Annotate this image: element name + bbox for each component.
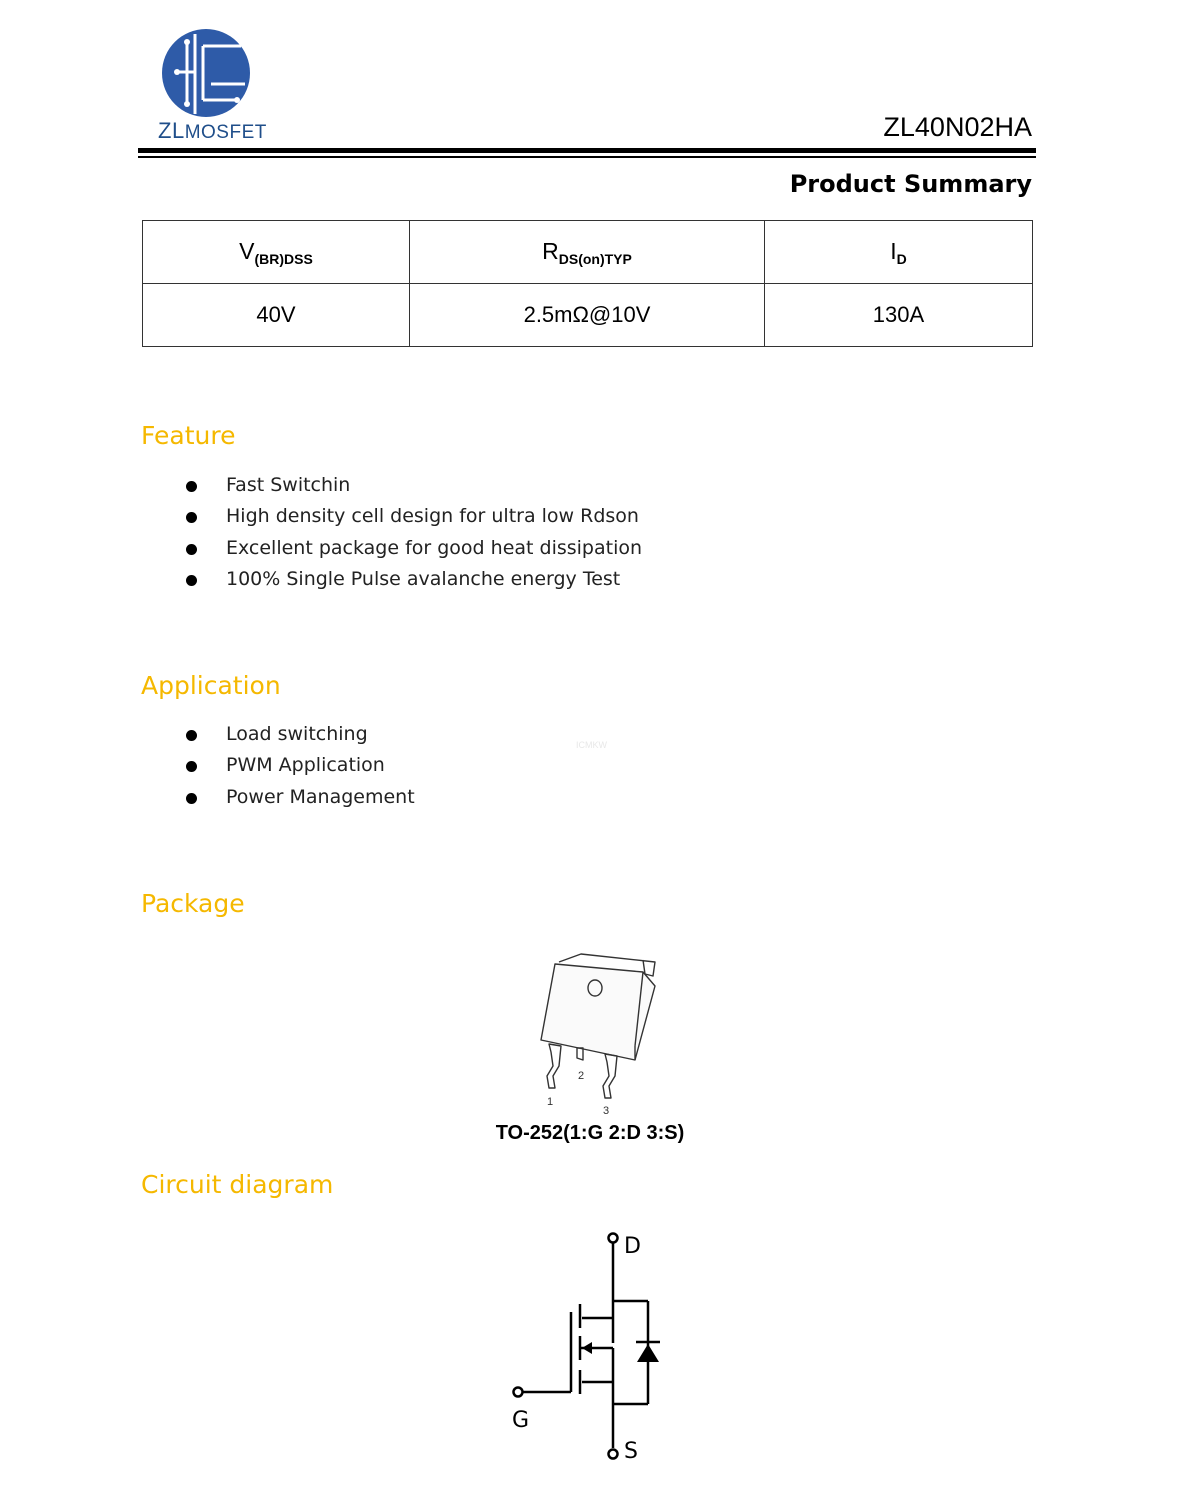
list-item: PWM Application bbox=[186, 750, 415, 781]
logo-wordmark-zl: ZL bbox=[158, 118, 185, 143]
application-title: Application bbox=[141, 671, 281, 700]
package-caption: TO-252(1:G 2:D 3:S) bbox=[495, 1122, 685, 1144]
header-id bbox=[765, 221, 1033, 284]
list-item: 100% Single Pulse avalanche energy Test bbox=[186, 564, 642, 595]
value-rdson: 2.5mΩ@10V bbox=[410, 284, 765, 347]
value-id: 130A bbox=[765, 284, 1033, 347]
list-item: High density cell design for ultra low Rdson bbox=[186, 501, 642, 532]
table-row bbox=[143, 284, 1033, 347]
header-vbrdss bbox=[143, 221, 410, 284]
header-symbol: I bbox=[890, 237, 897, 264]
product-summary-title: Product Summary bbox=[789, 170, 1032, 198]
header-symbol: V bbox=[239, 237, 255, 264]
list-item: Excellent package for good heat dissipation bbox=[186, 533, 642, 564]
header-symbol: R bbox=[542, 237, 559, 264]
nmos-circuit-diagram bbox=[500, 1222, 680, 1470]
header-rule-thick bbox=[138, 148, 1036, 153]
header-subscript: D bbox=[896, 250, 907, 267]
list-item: Load switching bbox=[186, 719, 415, 750]
application-list bbox=[186, 719, 415, 813]
part-number: ZL40N02HA bbox=[883, 112, 1032, 142]
pin-3-label: 3 bbox=[603, 1105, 610, 1117]
watermark: ICMKW bbox=[576, 740, 607, 750]
pin-2-label: 2 bbox=[578, 1070, 585, 1082]
circuit-diagram-title: Circuit diagram bbox=[141, 1170, 334, 1199]
drain-label: D bbox=[624, 1234, 641, 1259]
logo-wordmark-mosfet: MOSFET bbox=[184, 122, 267, 143]
package-title: Package bbox=[141, 889, 245, 918]
header-subscript: DS(on)TYP bbox=[558, 250, 632, 267]
feature-list bbox=[186, 470, 642, 595]
to252-package-icon bbox=[525, 948, 675, 1120]
product-summary-table bbox=[142, 220, 1033, 347]
logo-wordmark bbox=[158, 118, 267, 144]
pin-1-label: 1 bbox=[547, 1096, 554, 1108]
source-label: S bbox=[624, 1439, 638, 1464]
list-item: Fast Switchin bbox=[186, 470, 642, 501]
feature-title: Feature bbox=[141, 421, 236, 450]
header-rdson bbox=[410, 221, 765, 284]
header-rule-thin bbox=[138, 156, 1036, 158]
table-header-row bbox=[143, 221, 1033, 284]
value-vbrdss: 40V bbox=[143, 284, 410, 347]
header-subscript: (BR)DSS bbox=[254, 250, 313, 267]
list-item: Power Management bbox=[186, 782, 415, 813]
gate-label: G bbox=[512, 1408, 530, 1433]
